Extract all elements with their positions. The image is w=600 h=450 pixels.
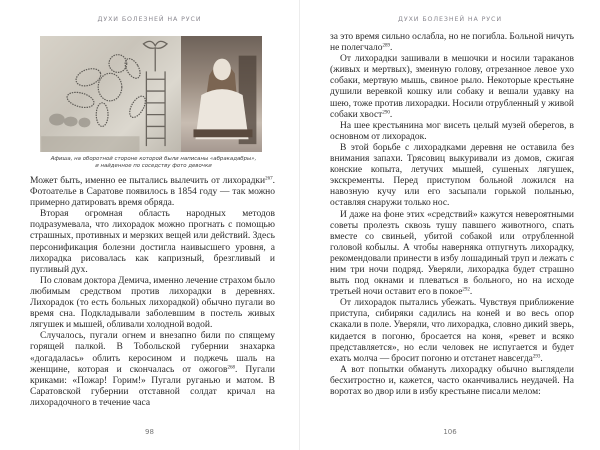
paragraph-text: . (390, 43, 393, 54)
paragraph-text: Может быть, именно ее пытались вылечить от лихорадки (30, 176, 266, 186)
page-number: 98 (145, 428, 154, 436)
footnote-ref[interactable]: 290 (382, 110, 390, 116)
girl-portrait-icon (181, 36, 262, 152)
paragraph-text: . (540, 353, 543, 364)
paragraph (330, 32, 574, 54)
footnote-ref[interactable]: 268 (227, 365, 236, 371)
paragraph-text: По словам доктора Демича, именно лечение страхом было любимым средством против лихорадки в деревнях. Лихорадок (то есть больных лихорадкой) обычно пугали во время сна. Подкладывали заболевшим в постель живых лягушек и мышей, обливали холодной водой. (30, 275, 275, 331)
figure (40, 36, 262, 152)
footnote-ref[interactable]: 289 (382, 43, 391, 49)
body-text (30, 176, 275, 414)
page-number: 106 (443, 428, 457, 436)
paragraph (330, 143, 574, 210)
paragraph-text: От лихорадок пытались убежать. Чувствуя приближение приступа, сибиряки садились на коней и во весь опор скакали в поле. Уверяли, что лихорадка, словно дикий зверь, кидается в погоню, бросается на коня, «ревет и всяко представляется», но если человек не испугается и будет ехать молча — бросит погоню и отстанет навсегда (330, 298, 574, 364)
abracadabra-drawing-icon (40, 36, 181, 152)
running-head: ДУХИ БОЛЕЗНЕЙ НА РУСИ (398, 16, 502, 23)
figure-caption (24, 156, 283, 170)
footnote-ref[interactable]: 293 (532, 354, 541, 360)
caption-line: и найденное по соседству фото девочки (95, 163, 212, 170)
paragraph-text: . (389, 109, 393, 120)
paragraph-text: От лихорадки зашивали в мешочки и носили тараканов (живых и мертвых), змеиную голову, отрезанное левое ухо собаки, мертвую мышь, свиное рыло. Некоторые крестьяне душили веревкой кошку или собаку и вешали удавку на шею, тоже против лихорадки. Носили отрубленный у живой собаки хвост (330, 54, 574, 120)
paragraph (30, 331, 275, 409)
paragraph-text: А вот попытки обмануть лихорадку обычно выглядели бесхитростно и, кажется, часто оканчивались неудачей. На воротах во двор или в избу крестьяне писали мелом: (330, 364, 574, 397)
right-page (300, 0, 600, 450)
paragraph-text: . (469, 287, 473, 298)
paragraph (330, 121, 574, 143)
paragraph-text: . Фотоателье в Саратове появилось в 1854 году — так можно примерно датировать время обряда. (30, 176, 275, 209)
body-text (330, 32, 574, 414)
paragraph (330, 298, 574, 365)
paragraph-text: В этой борьбе с лихорадками деревня не оставила без внимания запахи. Трясовиц выкуривали из домов, сжигая конские копыта, летучих мышей, сушеных лягушек, экскременты. Перед приступом больной ложился на навозную кучу или его засыпали горькой полынью, оставляя снаружи только нос. (330, 142, 574, 209)
paragraph-text: И даже на фоне этих «средствий» кажутся невероятными советы пролезть сквозь тушу павшего животного, спать вместе со свиньей, убитой собакой или отрубленной головой кобылы. А чтобы наверняка отпугнуть лихорадку, рекомендовали принести в избу лошадиный труп и лежать с ним три ночи подряд. Уверяли, лихорадка будет страшно выть под окнами и плеваться в больного, но на исходе третьей ночи оставит его в покое (330, 209, 574, 298)
paragraph (30, 209, 275, 276)
footnote-ref[interactable]: 267 (265, 176, 273, 182)
girl-photo (181, 36, 262, 152)
footnote-ref[interactable]: 292 (462, 287, 470, 293)
running-head: ДУХИ БОЛЕЗНЕЙ НА РУСИ (97, 16, 202, 23)
paragraph-text: На шее крестьянина мог висеть целый музей оберегов, в основном от лихорадок. (330, 120, 574, 142)
paragraph (30, 276, 275, 331)
paragraph (330, 54, 574, 121)
paragraph-text: . Пугали криками: «Пожар! Горим!» Пугали руганью и матом. В Саратовской губернии отставной солдат кричал на лихорадочного в течение часа (30, 364, 275, 408)
poster-image (40, 36, 181, 152)
paragraph (330, 365, 574, 398)
paragraph-text: Вторая огромная область народных методов подразумевала, что лихорадок можно прогнать с помощью страшных, противных и мерзких вещей или действий. Здесь персонификация болезни достигла наивысшего уровня, а лихорадка рисовалась как капризный, брезгливый и пугливый дух. (30, 209, 275, 275)
paragraph-text: за это время сильно ослабла, но не погибла. Больной ничуть не полегчало (330, 32, 574, 54)
paragraph (30, 176, 275, 209)
paragraph-text: Случалось, пугали огнем и внезапно били по спящему горящей палкой. В Тобольской губернии знахарка «догадалась» облить керосином и поджечь шаль на женщине, которая и скончалась от ожогов (30, 331, 275, 375)
paragraph (330, 210, 574, 299)
caption-line: Афиша, на оборотной стороне которой были написаны «абракадабры», (50, 156, 257, 162)
